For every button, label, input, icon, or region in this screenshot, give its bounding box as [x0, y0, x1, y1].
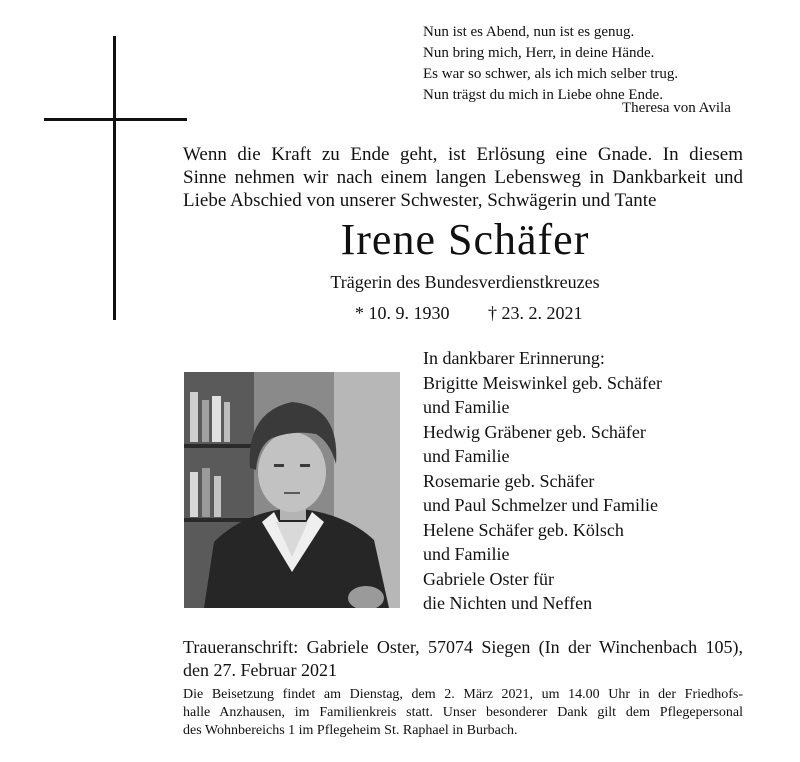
note-line: halle Anzhausen, im Familienkreis statt. Unser besonderer Dank gilt dem Pflegepersonal [183, 705, 743, 720]
mourner-line: die Nichten und Neffen [423, 593, 593, 613]
mourner-line: und Paul Schmelzer und Familie [423, 495, 658, 515]
mourner-line: Brigitte Meiswinkel geb. Schäfer [423, 372, 662, 393]
mourning-address [183, 636, 743, 682]
intro-line: Sinne nehmen wir nach einem langen Lebensweg in Dankbarkeit und [183, 167, 743, 188]
death-date: † 23. 2. 2021 [488, 303, 583, 323]
mourner-line: und Familie [423, 544, 510, 564]
poem-line: Es war so schwer, als ich mich selber trug. [423, 66, 679, 82]
address-line: Traueranschrift: Gabriele Oster, 57074 Siegen (In der Winchenbach 105), [183, 637, 743, 657]
mourner-line: Helene Schäfer geb. Kölsch [423, 519, 624, 540]
note-line: des Wohnbereichs 1 im Pflegeheim St. Raphael in Burbach. [183, 723, 518, 738]
life-dates [355, 303, 583, 324]
mourner-line: Hedwig Gräbener geb. Schäfer [423, 421, 646, 442]
birth-date: * 10. 9. 1930 [355, 303, 450, 323]
mourners-heading: In dankbarer Erinnerung: [423, 348, 605, 368]
mourner-line: Gabriele Oster für [423, 568, 554, 589]
note-line: Die Beisetzung findet am Dienstag, dem 2. März 2021, um 14.00 Uhr in der Friedhofs- [183, 687, 743, 702]
mourner-line: und Familie [423, 446, 510, 466]
cross-icon-horizontal-bar [44, 118, 187, 121]
intro-line: Liebe Abschied von unserer Schwester, Schwägerin und Tante [183, 190, 657, 211]
poem-line: Nun trägst du mich in Liebe ohne Ende. [423, 87, 663, 103]
intro-text [183, 143, 743, 212]
poem-line: Nun bring mich, Herr, in deine Hände. [423, 45, 655, 61]
address-date: den 27. Februar 2021 [183, 660, 337, 680]
deceased-name: Irene Schäfer [340, 215, 590, 264]
poem [423, 22, 763, 106]
poem-line: Nun ist es Abend, nun ist es genug. [423, 24, 635, 40]
funeral-note [183, 686, 743, 740]
mourner-line: und Familie [423, 397, 510, 417]
poem-author: Theresa von Avila [622, 100, 731, 116]
portrait-photo [184, 372, 400, 608]
mourners-list [423, 346, 753, 616]
portrait-photo-icon [184, 372, 400, 608]
intro-line: Wenn die Kraft zu Ende geht, ist Erlösung eine Gnade. In diesem [183, 144, 743, 165]
mourner-line: Rosemarie geb. Schäfer [423, 470, 595, 491]
deceased-subtitle: Trägerin des Bundesverdienstkreuzes [330, 272, 600, 292]
